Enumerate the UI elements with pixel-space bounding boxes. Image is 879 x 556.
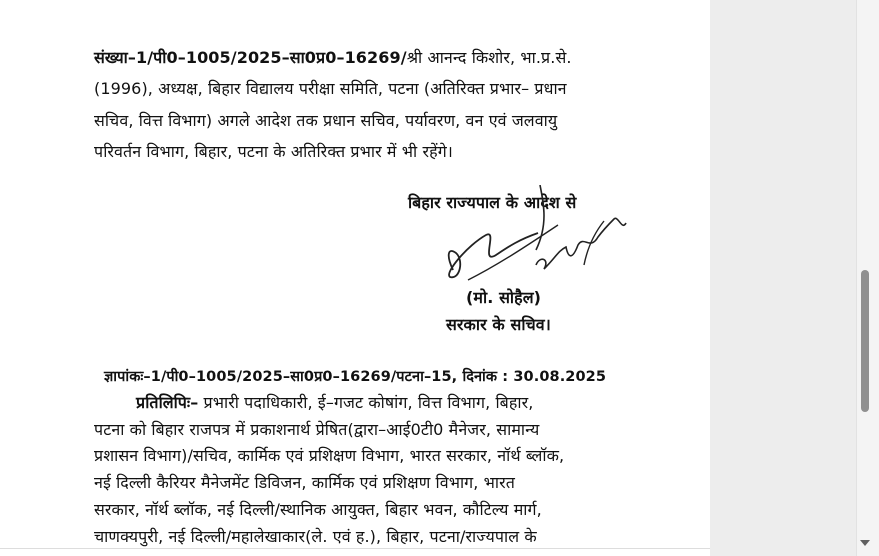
viewer-background [710, 0, 856, 556]
vertical-scrollbar[interactable] [856, 0, 879, 556]
copy-label: प्रतिलिपिः– [136, 393, 199, 412]
handwritten-signature [408, 185, 648, 285]
memo-number-line: ज्ञापांकः–1/पी0–1005/2025–सा0प्र0–16269/पटना–15, दिनांक : 30.08.2025 [104, 369, 607, 385]
order-number: संख्या–1/पी0–1005/2025–सा0प्र0–16269/ [94, 48, 407, 67]
signatory-name: (मो. सोहैल) [466, 288, 542, 307]
scroll-down-arrow-icon[interactable] [860, 540, 870, 546]
order-line-2: (1996), अध्यक्ष, बिहार विद्यालय परीक्षा समिति, पटना (अतिरिक्त प्रभार– प्रधान [94, 79, 567, 98]
memo-line-2: पटना को बिहार राजपत्र में प्रकाशनार्थ प्रेषित(द्वारा–आई0टी0 मैनेजर, सामान्य [94, 420, 540, 439]
order-line-1 [94, 46, 635, 68]
memo-line-5: सरकार, नॉर्थ ब्लॉक, नई दिल्ली/स्थानिक आयुक्त, बिहार भवन, कौटिल्य मार्ग, [94, 500, 542, 519]
memo-line-1 [136, 391, 630, 413]
memo-line-1-text: प्रभारी पदाधिकारी, ई–गजट कोषांग, वित्त विभाग, बिहार, [203, 393, 534, 412]
memo-line-6: चाणक्यपुरी, नई दिल्ली/महालेखाकार(ले. एवं ह.), बिहार, पटना/राज्यपाल के [94, 527, 537, 546]
order-line-1-rest: श्री आनन्द किशोर, भा.प्र.से. [406, 48, 572, 67]
page-bottom-edge [0, 548, 710, 556]
signature-icon [408, 185, 648, 285]
memo-line-3: प्रशासन विभाग)/सचिव, कार्मिक एवं प्रशिक्षण विभाग, भारत सरकार, नॉर्थ ब्लॉक, [94, 446, 565, 465]
order-line-4: परिवर्तन विभाग, बिहार, पटना के अतिरिक्त प्रभार में भी रहेंगे। [94, 142, 453, 161]
by-order-of-governor: बिहार राज्यपाल के आदेश से [408, 193, 577, 212]
scrollbar-thumb[interactable] [861, 270, 869, 412]
order-line-3: सचिव, वित्त विभाग) अगले आदेश तक प्रधान सचिव, पर्यावरण, वन एवं जलवायु [94, 111, 558, 130]
memo-line-4: नई दिल्ली कैरियर मैनेजमेंट डिविजन, कार्मिक एवं प्रशिक्षण विभाग, भारत [94, 473, 516, 492]
signatory-designation: सरकार के सचिव। [446, 315, 551, 334]
